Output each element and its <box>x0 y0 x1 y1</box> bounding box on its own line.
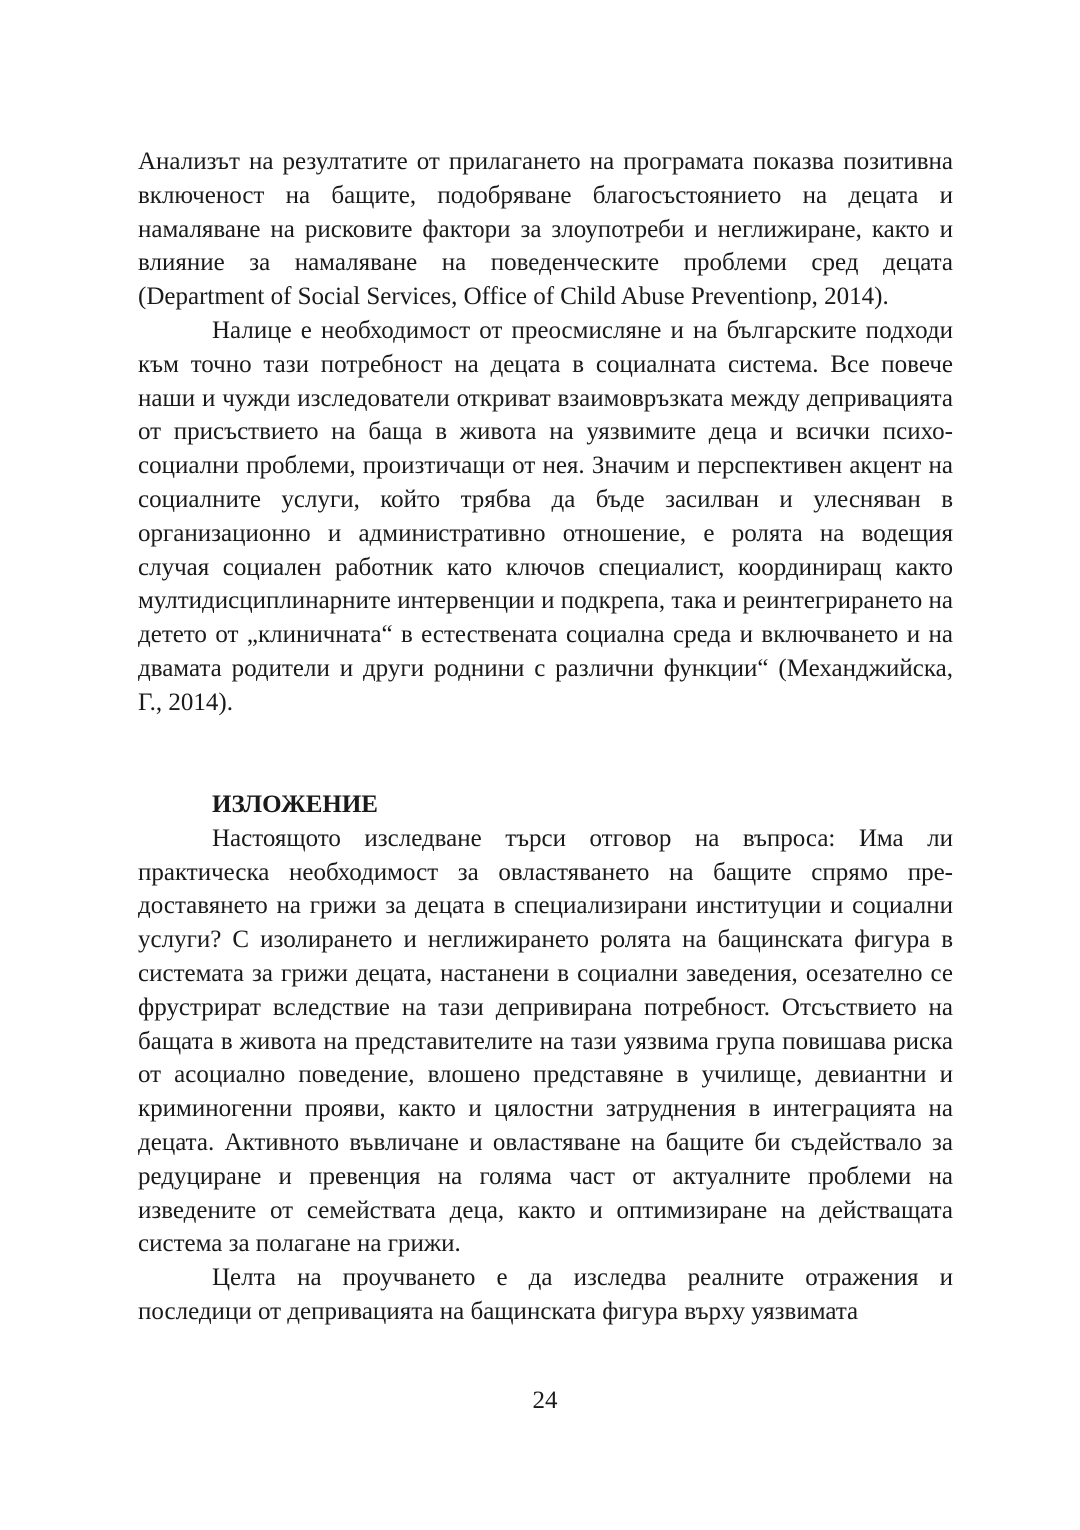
paragraph-research-question: Настоящото изследване търси отговор на въпроса: Има ли практическа необходимост за овластяването на бащите спрямо предоставянето на грижи за децата в специализирани институции и социални услуги? С изолирането и неглижирането ролята на бащинската фигура в системата за грижи децата, настанени в социални заведения, осезателно се фрустрират вследствие на тази депривирана потребност. Отсъствието на бащата в живота на представителите на тази уязвима група повишава риска от асоциално поведение, влошено представяне в училище, девиантни и криминогенни прояви, както и цялостни затруднения в интеграцията на децата. Активното въвличане и овластяване на бащите би съдействало за редуциране и превенция на голяма част от актуалните проблеми на изведените от семействата деца, както и оптимизиране на действащата система за полагане на грижи. <box>138 824 953 1258</box>
exposition-section <box>138 788 953 1329</box>
paragraph-study-goal: Целта на проучването е да изследва реалните отражения и последици от депривацията на бащинската фигура върху уязвимата <box>138 1264 953 1325</box>
paragraph-rethinking-approaches: Налице е необходимост от преосмисляне и на българските подходи към точно тази потребност на децата в социалната система. Все повече наши и чужди изследователи откриват взаимовръзката между депривацията от присъствието на баща в живота на уязвимите деца и всички психо-социални проблеми, произтичащи от нея. Значим и перспективен акцент на социалните услуги, който трябва да бъде засилван и улесняван в организационно и административно отношение, е ролята на водещия случая социален работник като ключов специалист, координиращ както мултидисциплинарните интервенции и подкрепа, така и реинтегрирането на детето от „клиничната“ в естествената социална среда и включването и на двамата родители и други роднини с различни функции“ (Механджийска, Г., 2014). <box>138 316 953 716</box>
section-heading: ИЗЛОЖЕНИЕ <box>212 791 378 818</box>
intro-section <box>138 145 953 720</box>
paragraph-program-analysis: Анализът на резултатите от прилагането на програмата показва позитивна включеност на бащите, подобряване благосъстоянието на децата и намаляване на рисковите фактори за злоупотреби и неглижиране, както и влияние за намаляване на поведенческите проблеми сред децата (Department of Social Services, Office of Child Abuse Preventionp, 2014). <box>138 148 953 311</box>
page-number: 24 <box>532 1387 558 1414</box>
